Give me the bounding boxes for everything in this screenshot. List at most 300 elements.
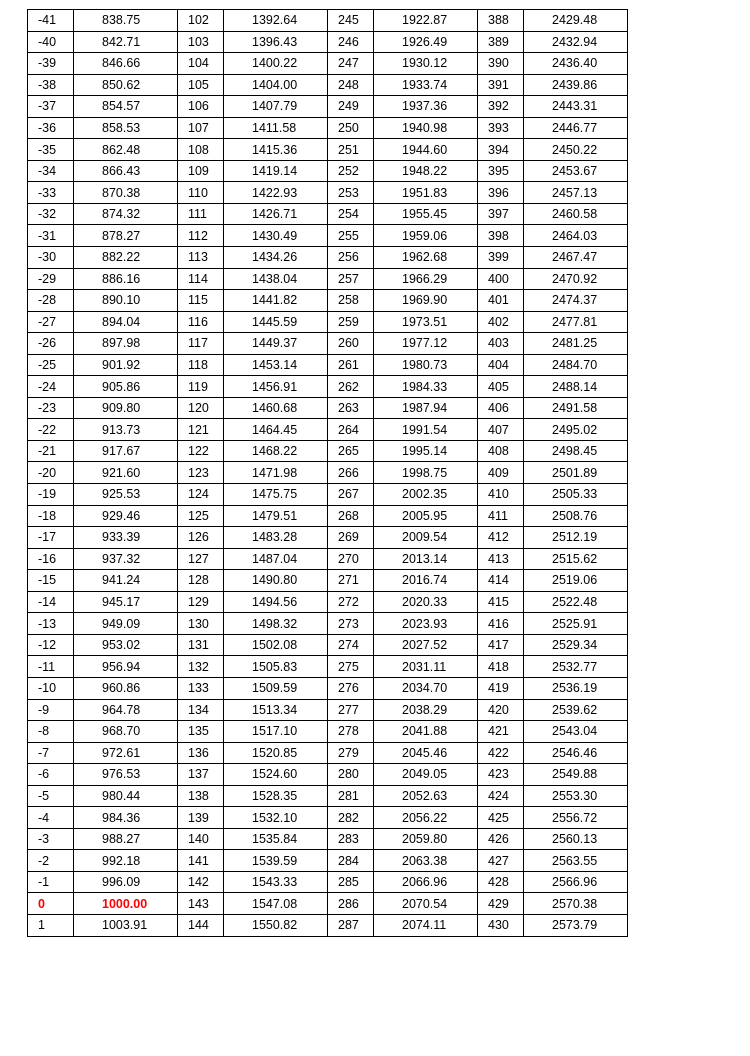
index-cell: 412 [478,527,524,549]
value-cell: 2027.52 [374,634,478,656]
index-cell: 257 [328,268,374,290]
index-cell: -32 [28,203,74,225]
value-cell: 1400.22 [224,53,328,75]
value-cell: 2529.34 [524,634,628,656]
index-cell: 279 [328,742,374,764]
data-table [27,9,628,937]
index-cell: 250 [328,117,374,139]
table-row [28,290,628,312]
index-cell: 394 [478,139,524,161]
value-cell: 1995.14 [374,440,478,462]
table-row [28,764,628,786]
value-cell: 941.24 [74,570,178,592]
value-cell: 2515.62 [524,548,628,570]
value-cell: 1922.87 [374,10,478,32]
index-cell: -3 [28,828,74,850]
table-row [28,548,628,570]
index-cell: 135 [178,721,224,743]
index-cell: -7 [28,742,74,764]
index-cell: 265 [328,440,374,462]
index-cell: -41 [28,10,74,32]
value-cell: 1543.33 [224,871,328,893]
value-cell: 1396.43 [224,31,328,53]
value-cell: 1498.32 [224,613,328,635]
value-cell: 921.60 [74,462,178,484]
index-cell: -14 [28,591,74,613]
index-cell: 420 [478,699,524,721]
value-cell: 2038.29 [374,699,478,721]
table-row [28,871,628,893]
table-row [28,225,628,247]
index-cell: -29 [28,268,74,290]
index-cell: 430 [478,914,524,936]
index-cell: 427 [478,850,524,872]
value-cell: 866.43 [74,160,178,182]
index-cell: 273 [328,613,374,635]
value-cell: 2470.92 [524,268,628,290]
value-cell: 1550.82 [224,914,328,936]
index-cell: 397 [478,203,524,225]
index-cell: 121 [178,419,224,441]
value-cell: 1407.79 [224,96,328,118]
value-cell: 2553.30 [524,785,628,807]
index-cell: 105 [178,74,224,96]
value-cell: 897.98 [74,333,178,355]
index-cell: 403 [478,333,524,355]
value-cell: 1426.71 [224,203,328,225]
value-cell: 842.71 [74,31,178,53]
index-cell: 284 [328,850,374,872]
index-cell: 0 [28,893,74,915]
value-cell: 2074.11 [374,914,478,936]
index-cell: 398 [478,225,524,247]
value-cell: 2519.06 [524,570,628,592]
value-cell: 956.94 [74,656,178,678]
value-cell: 2432.94 [524,31,628,53]
table-row [28,31,628,53]
index-cell: -25 [28,354,74,376]
value-cell: 2501.89 [524,462,628,484]
value-cell: 1933.74 [374,74,478,96]
value-cell: 2474.37 [524,290,628,312]
table-row [28,484,628,506]
table-row [28,247,628,269]
value-cell: 1419.14 [224,160,328,182]
value-cell: 2525.91 [524,613,628,635]
table-row [28,807,628,829]
table-row [28,656,628,678]
value-cell: 1959.06 [374,225,478,247]
value-cell: 2464.03 [524,225,628,247]
value-cell: 2443.31 [524,96,628,118]
index-cell: 406 [478,397,524,419]
value-cell: 1998.75 [374,462,478,484]
index-cell: 110 [178,182,224,204]
index-cell: 124 [178,484,224,506]
value-cell: 2453.67 [524,160,628,182]
value-cell: 1535.84 [224,828,328,850]
value-cell: 1926.49 [374,31,478,53]
value-cell: 2488.14 [524,376,628,398]
index-cell: 102 [178,10,224,32]
index-cell: 275 [328,656,374,678]
table-row [28,440,628,462]
value-cell: 886.16 [74,268,178,290]
value-cell: 2450.22 [524,139,628,161]
value-cell: 874.32 [74,203,178,225]
index-cell: 390 [478,53,524,75]
value-cell: 945.17 [74,591,178,613]
value-cell: 2429.48 [524,10,628,32]
value-cell: 1991.54 [374,419,478,441]
index-cell: 285 [328,871,374,893]
index-cell: 258 [328,290,374,312]
index-cell: 262 [328,376,374,398]
index-cell: -34 [28,160,74,182]
index-cell: 277 [328,699,374,721]
index-cell: 416 [478,613,524,635]
index-cell: -1 [28,871,74,893]
index-cell: -11 [28,656,74,678]
index-cell: 261 [328,354,374,376]
index-cell: 113 [178,247,224,269]
index-cell: 119 [178,376,224,398]
value-cell: 905.86 [74,376,178,398]
index-cell: 118 [178,354,224,376]
index-cell: 106 [178,96,224,118]
value-cell: 1944.60 [374,139,478,161]
value-cell: 1977.12 [374,333,478,355]
table-row [28,268,628,290]
index-cell: -40 [28,31,74,53]
value-cell: 1532.10 [224,807,328,829]
index-cell: 143 [178,893,224,915]
value-cell: 854.57 [74,96,178,118]
value-cell: 925.53 [74,484,178,506]
index-cell: 1 [28,914,74,936]
value-cell: 2041.88 [374,721,478,743]
index-cell: 107 [178,117,224,139]
value-cell: 1483.28 [224,527,328,549]
value-cell: 1456.91 [224,376,328,398]
table-row [28,419,628,441]
value-cell: 1404.00 [224,74,328,96]
table-row [28,160,628,182]
value-cell: 1003.91 [74,914,178,936]
value-cell: 1411.58 [224,117,328,139]
index-cell: 109 [178,160,224,182]
value-cell: 870.38 [74,182,178,204]
value-cell: 1520.85 [224,742,328,764]
value-cell: 1951.83 [374,182,478,204]
value-cell: 984.36 [74,807,178,829]
index-cell: 393 [478,117,524,139]
index-cell: 123 [178,462,224,484]
value-cell: 909.80 [74,397,178,419]
index-cell: 108 [178,139,224,161]
index-cell: 264 [328,419,374,441]
index-cell: 271 [328,570,374,592]
index-cell: 137 [178,764,224,786]
value-cell: 901.92 [74,354,178,376]
value-cell: 1948.22 [374,160,478,182]
value-cell: 1966.29 [374,268,478,290]
value-cell: 1539.59 [224,850,328,872]
value-cell: 1475.75 [224,484,328,506]
value-cell: 1422.93 [224,182,328,204]
table-row [28,699,628,721]
index-cell: 270 [328,548,374,570]
index-cell: 132 [178,656,224,678]
table-row [28,634,628,656]
table-row [28,570,628,592]
index-cell: 253 [328,182,374,204]
index-cell: 286 [328,893,374,915]
value-cell: 1449.37 [224,333,328,355]
value-cell: 1392.64 [224,10,328,32]
index-cell: 395 [478,160,524,182]
table-row [28,785,628,807]
index-cell: 400 [478,268,524,290]
value-cell: 2066.96 [374,871,478,893]
index-cell: 263 [328,397,374,419]
value-cell: 2546.46 [524,742,628,764]
index-cell: -12 [28,634,74,656]
table-row [28,74,628,96]
index-cell: 425 [478,807,524,829]
value-cell: 2570.38 [524,893,628,915]
index-cell: 131 [178,634,224,656]
index-cell: 247 [328,53,374,75]
index-cell: 130 [178,613,224,635]
index-cell: -6 [28,764,74,786]
index-cell: -2 [28,850,74,872]
value-cell: 2522.48 [524,591,628,613]
index-cell: 396 [478,182,524,204]
index-cell: 115 [178,290,224,312]
index-cell: 281 [328,785,374,807]
table-row [28,117,628,139]
index-cell: 419 [478,677,524,699]
value-cell: 1471.98 [224,462,328,484]
index-cell: 141 [178,850,224,872]
value-cell: 1000.00 [74,893,178,915]
value-cell: 2560.13 [524,828,628,850]
index-cell: -13 [28,613,74,635]
index-cell: -33 [28,182,74,204]
index-cell: 245 [328,10,374,32]
index-cell: -17 [28,527,74,549]
index-cell: 280 [328,764,374,786]
index-cell: -8 [28,721,74,743]
value-cell: 2477.81 [524,311,628,333]
index-cell: 127 [178,548,224,570]
value-cell: 1438.04 [224,268,328,290]
index-cell: 421 [478,721,524,743]
index-cell: -10 [28,677,74,699]
table-row [28,850,628,872]
index-cell: 389 [478,31,524,53]
value-cell: 882.22 [74,247,178,269]
index-cell: 126 [178,527,224,549]
index-cell: 278 [328,721,374,743]
index-cell: -36 [28,117,74,139]
index-cell: -9 [28,699,74,721]
value-cell: 964.78 [74,699,178,721]
value-cell: 929.46 [74,505,178,527]
index-cell: 255 [328,225,374,247]
table-row [28,591,628,613]
index-cell: 133 [178,677,224,699]
index-cell: 402 [478,311,524,333]
value-cell: 933.39 [74,527,178,549]
value-cell: 850.62 [74,74,178,96]
index-cell: 117 [178,333,224,355]
index-cell: 138 [178,785,224,807]
index-cell: 267 [328,484,374,506]
index-cell: -26 [28,333,74,355]
value-cell: 1464.45 [224,419,328,441]
value-cell: 960.86 [74,677,178,699]
index-cell: 249 [328,96,374,118]
index-cell: -4 [28,807,74,829]
value-cell: 890.10 [74,290,178,312]
value-cell: 2556.72 [524,807,628,829]
table-row [28,742,628,764]
value-cell: 2020.33 [374,591,478,613]
index-cell: 408 [478,440,524,462]
index-cell: 248 [328,74,374,96]
value-cell: 2484.70 [524,354,628,376]
value-cell: 1524.60 [224,764,328,786]
value-cell: 858.53 [74,117,178,139]
index-cell: 388 [478,10,524,32]
value-cell: 2457.13 [524,182,628,204]
index-cell: 413 [478,548,524,570]
index-cell: -22 [28,419,74,441]
table-row [28,182,628,204]
index-cell: 426 [478,828,524,850]
value-cell: 2023.93 [374,613,478,635]
value-cell: 2002.35 [374,484,478,506]
value-cell: 917.67 [74,440,178,462]
value-cell: 1487.04 [224,548,328,570]
index-cell: 256 [328,247,374,269]
index-cell: 246 [328,31,374,53]
value-cell: 1955.45 [374,203,478,225]
table-row [28,721,628,743]
table-row [28,914,628,936]
index-cell: 391 [478,74,524,96]
index-cell: 120 [178,397,224,419]
table-row [28,677,628,699]
value-cell: 2481.25 [524,333,628,355]
value-cell: 894.04 [74,311,178,333]
value-cell: 2013.14 [374,548,478,570]
index-cell: 268 [328,505,374,527]
index-cell: 114 [178,268,224,290]
value-cell: 953.02 [74,634,178,656]
index-cell: -18 [28,505,74,527]
value-cell: 1494.56 [224,591,328,613]
value-cell: 968.70 [74,721,178,743]
index-cell: 103 [178,31,224,53]
value-cell: 2063.38 [374,850,478,872]
value-cell: 2439.86 [524,74,628,96]
index-cell: 136 [178,742,224,764]
value-cell: 2543.04 [524,721,628,743]
value-cell: 2549.88 [524,764,628,786]
index-cell: 144 [178,914,224,936]
value-cell: 2059.80 [374,828,478,850]
index-cell: 283 [328,828,374,850]
index-cell: 142 [178,871,224,893]
value-cell: 2056.22 [374,807,478,829]
value-cell: 2045.46 [374,742,478,764]
table-row [28,527,628,549]
value-cell: 937.32 [74,548,178,570]
index-cell: 266 [328,462,374,484]
index-cell: 282 [328,807,374,829]
index-cell: 407 [478,419,524,441]
index-cell: 134 [178,699,224,721]
table-row [28,203,628,225]
value-cell: 1415.36 [224,139,328,161]
value-cell: 1445.59 [224,311,328,333]
index-cell: 415 [478,591,524,613]
value-cell: 2495.02 [524,419,628,441]
value-cell: 988.27 [74,828,178,850]
value-cell: 996.09 [74,871,178,893]
value-cell: 1969.90 [374,290,478,312]
index-cell: 122 [178,440,224,462]
value-cell: 949.09 [74,613,178,635]
index-cell: -15 [28,570,74,592]
table-row [28,311,628,333]
value-cell: 1502.08 [224,634,328,656]
table-row [28,828,628,850]
index-cell: -30 [28,247,74,269]
value-cell: 1434.26 [224,247,328,269]
index-cell: 251 [328,139,374,161]
value-cell: 2563.55 [524,850,628,872]
value-cell: 1509.59 [224,677,328,699]
index-cell: -5 [28,785,74,807]
index-cell: -16 [28,548,74,570]
index-cell: -27 [28,311,74,333]
index-cell: -28 [28,290,74,312]
value-cell: 2446.77 [524,117,628,139]
value-cell: 1547.08 [224,893,328,915]
index-cell: -38 [28,74,74,96]
index-cell: 423 [478,764,524,786]
index-cell: 104 [178,53,224,75]
value-cell: 1513.34 [224,699,328,721]
table-row [28,397,628,419]
value-cell: 1430.49 [224,225,328,247]
value-cell: 972.61 [74,742,178,764]
value-cell: 2005.95 [374,505,478,527]
table-row [28,96,628,118]
value-cell: 2052.63 [374,785,478,807]
index-cell: 405 [478,376,524,398]
value-cell: 1460.68 [224,397,328,419]
table-row [28,376,628,398]
index-cell: 272 [328,591,374,613]
value-cell: 1937.36 [374,96,478,118]
value-cell: 2532.77 [524,656,628,678]
value-cell: 838.75 [74,10,178,32]
